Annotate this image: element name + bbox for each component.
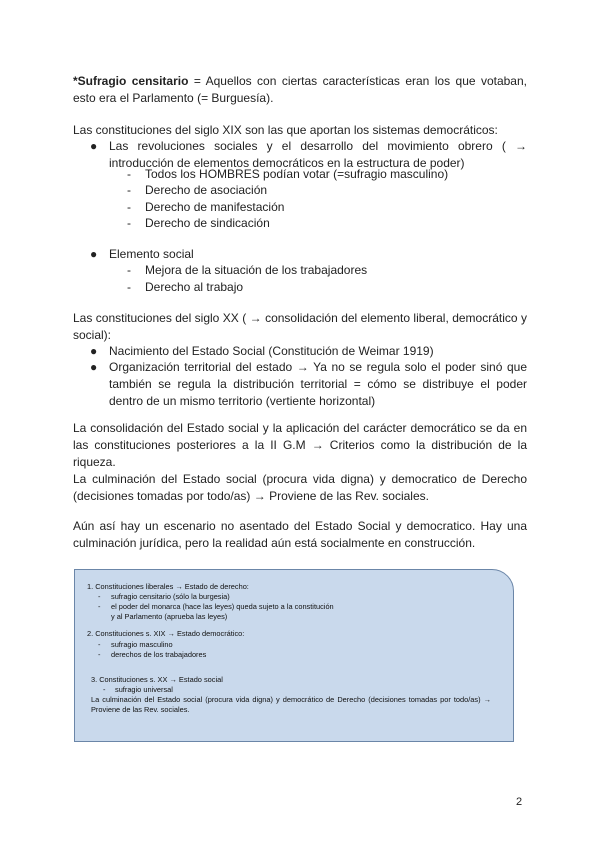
page-number: 2 (516, 796, 523, 808)
intro-term: *Sufragio censitario (73, 74, 189, 88)
culminacion-paragraph: La culminación del Estado social (procura vida digna) y democratico de Derecho (decisiones tomadas por todo/as) → Proviene de las Rev. sociales. (73, 472, 527, 503)
summary-item-title: 2. Constituciones s. XIX → Estado democrático: (87, 629, 245, 638)
summary-item-title: 1. Constituciones liberales → Estado de derecho: (87, 582, 249, 591)
summary-point: sufragio universal (115, 685, 173, 694)
summary-box (74, 569, 514, 742)
escenario-paragraph: Aún así hay un escenario no asentado del Estado Social y democratico. Hay una culminación jurídica, pero la realidad aún está socialmente en construcción. (73, 519, 527, 550)
consolidacion-paragraph: La consolidación del Estado social y la aplicación del carácter democrático se da en las constituciones posteriores a la II G.M → Criterios como la distribución de la riqueza. (73, 421, 527, 469)
list-item: Derecho al trabajo (145, 280, 244, 294)
summary-point: derechos de los trabajadores (111, 650, 207, 659)
dash-icon: - (98, 602, 101, 611)
list-item: Derecho de sindicación (145, 216, 270, 230)
siglo-xix-bullet-1: Las revoluciones sociales y el desarrollo del movimiento obrero ( → introducción de elementos democráticos en la estructura de poder) (109, 139, 527, 170)
summary-point: sufragio masculino (111, 640, 173, 649)
dash-icon: - (98, 592, 101, 601)
dash-icon: - (127, 200, 131, 214)
dash-icon: - (127, 183, 131, 197)
siglo-xix-heading: Las constituciones del siglo XIX son las que aportan los sistemas democráticos: (73, 123, 498, 137)
siglo-xx-heading: Las constituciones del siglo XX ( → consolidación del elemento liberal, democrático y social): (73, 311, 527, 342)
dash-icon: - (127, 280, 131, 294)
siglo-xix-bullet-2: Elemento social (109, 247, 194, 261)
siglo-xx-bullet: Organización territorial del estado → Ya no se regula solo el poder sinó que también se regula la distribución territorial = cómo se distribuye el poder dentro de un mismo territorio (vertiente horizontal) (109, 360, 527, 408)
dash-icon: - (98, 650, 101, 659)
list-item: Derecho de asociación (145, 183, 268, 197)
list-item: Derecho de manifestación (145, 200, 285, 214)
bullet-icon: ● (90, 139, 98, 153)
bullet-icon: ● (90, 247, 98, 261)
summary-point: sufragio censitario (sólo la burgesia) (111, 592, 230, 601)
dash-icon: - (103, 685, 106, 694)
summary-note: La culminación del Estado social (procura vida digna) y democrático de Derecho (decisiones tomadas por todo/as) → Proviene de las Rev. sociales. (91, 695, 491, 714)
summary-point: y al Parlamento (aprueba las leyes) (111, 612, 228, 621)
list-item: Mejora de la situación de los trabajadores (145, 263, 368, 277)
dash-icon: - (127, 167, 131, 181)
dash-icon: - (127, 263, 131, 277)
summary-point: el poder del monarca (hace las leyes) queda sujeto a la constitución (111, 602, 334, 611)
list-item: Todos los HOMBRES podían votar (=sufragio masculino) (145, 167, 449, 181)
bullet-icon: ● (90, 344, 98, 358)
intro-definition: = Aquellos con ciertas características eran los que votaban, esto era el Parlamento (= Burguesía). (73, 74, 527, 105)
dash-icon: - (98, 640, 101, 649)
summary-item-title: 3. Constituciones s. XX → Estado social (91, 675, 223, 684)
dash-icon: - (127, 216, 131, 230)
siglo-xx-bullet: Nacimiento del Estado Social (Constitución de Weimar 1919) (109, 344, 434, 358)
bullet-icon: ● (90, 360, 98, 374)
intro-paragraph (73, 73, 527, 107)
